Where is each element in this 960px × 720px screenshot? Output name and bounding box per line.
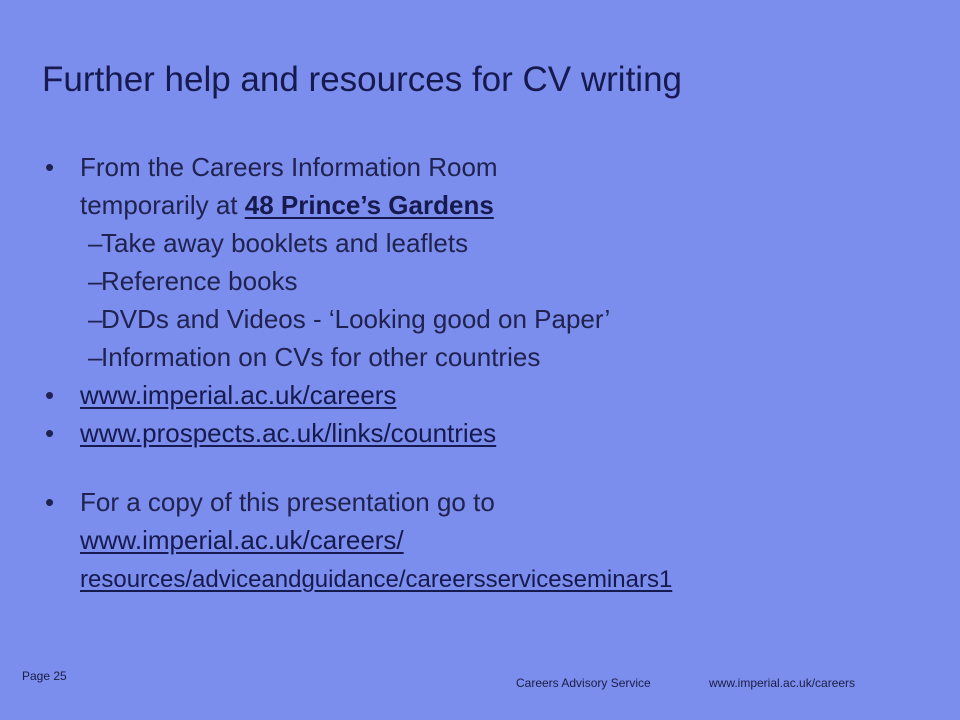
bullet-item-careers-room bbox=[45, 148, 925, 186]
sub-item-text: DVDs and Videos - ‘Looking good on Paper’ bbox=[101, 304, 611, 334]
dash-icon: – bbox=[88, 228, 103, 258]
bullet-text: For a copy of this presentation go to bbox=[80, 487, 495, 517]
sub-item bbox=[45, 224, 925, 262]
bullet-continuation bbox=[45, 559, 925, 597]
bullet-continuation bbox=[45, 186, 925, 224]
bullet-item-presentation-copy bbox=[45, 483, 925, 521]
presentation-link-line2[interactable]: resources/adviceandguidance/careersserviceseminars1 bbox=[80, 566, 673, 593]
bullet-icon: • bbox=[45, 487, 55, 517]
address-link[interactable]: 48 Prince’s Gardens bbox=[244, 190, 494, 220]
sub-item-text: Take away booklets and leaflets bbox=[101, 228, 469, 258]
bullet-item-imperial-link bbox=[45, 376, 925, 414]
footer-service: Careers Advisory Service bbox=[516, 676, 651, 690]
slide-content bbox=[45, 148, 925, 597]
bullet-icon: • bbox=[45, 418, 55, 448]
spacer bbox=[45, 452, 925, 483]
bullet-item-prospects-link bbox=[45, 414, 925, 452]
sub-item bbox=[45, 300, 925, 338]
dash-icon: – bbox=[88, 266, 103, 296]
bullet-continuation bbox=[45, 521, 925, 559]
bullet-text-prefix: temporarily at bbox=[80, 190, 245, 220]
sub-item bbox=[45, 338, 925, 376]
bullet-text: From the Careers Information Room bbox=[80, 152, 498, 182]
slide-title: Further help and resources for CV writing bbox=[42, 60, 682, 99]
prospects-link[interactable]: www.prospects.ac.uk/links/countries bbox=[80, 418, 497, 448]
page-number: Page 25 bbox=[22, 669, 67, 683]
footer-url: www.imperial.ac.uk/careers bbox=[709, 676, 856, 690]
dash-icon: – bbox=[88, 304, 103, 334]
presentation-link-line1[interactable]: www.imperial.ac.uk/careers/ bbox=[80, 525, 404, 555]
bullet-icon: • bbox=[45, 380, 55, 410]
bullet-icon: • bbox=[45, 152, 55, 182]
dash-icon: – bbox=[88, 342, 103, 372]
sub-item-text: Information on CVs for other countries bbox=[101, 342, 541, 372]
sub-item-text: Reference books bbox=[101, 266, 298, 296]
careers-link[interactable]: www.imperial.ac.uk/careers bbox=[80, 380, 397, 410]
sub-item bbox=[45, 262, 925, 300]
